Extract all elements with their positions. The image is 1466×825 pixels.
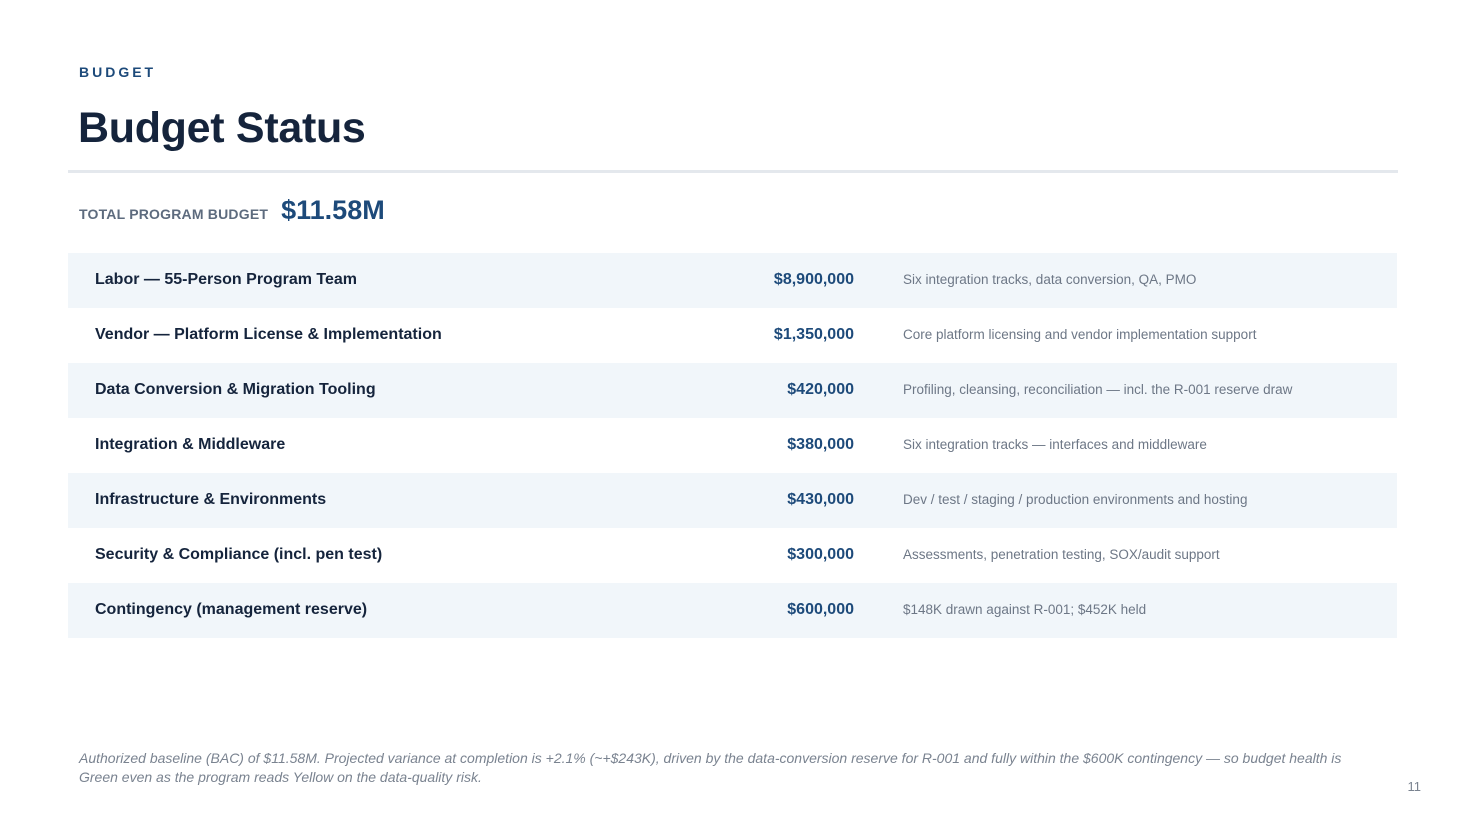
budget-row-vendor xyxy=(68,308,1397,363)
budget-row-note: $148K drawn against R-001; $452K held xyxy=(903,602,1147,617)
budget-row-label: Security & Compliance (incl. pen test) xyxy=(95,546,383,563)
title-divider xyxy=(68,170,1398,173)
total-budget-value: $11.58M xyxy=(281,195,385,225)
budget-row-integration xyxy=(68,418,1397,473)
budget-row-infrastructure xyxy=(68,473,1397,528)
budget-row-amount: $430,000 xyxy=(787,491,854,508)
budget-table xyxy=(68,253,1397,638)
total-budget-label: TOTAL PROGRAM BUDGET xyxy=(79,206,269,222)
budget-row-amount: $1,350,000 xyxy=(773,326,854,343)
budget-row-label: Vendor — Platform License & Implementation xyxy=(95,326,442,343)
budget-row-note: Six integration tracks — interfaces and middleware xyxy=(903,437,1207,452)
section-eyebrow: BUDGET xyxy=(79,64,157,80)
budget-row-note: Dev / test / staging / production environments and hosting xyxy=(903,492,1248,507)
budget-row-amount: $8,900,000 xyxy=(773,271,854,288)
budget-row-labor xyxy=(68,253,1397,308)
budget-row-contingency xyxy=(68,583,1397,638)
total-budget xyxy=(79,195,385,226)
budget-row-note: Core platform licensing and vendor implementation support xyxy=(903,327,1257,342)
budget-row-security xyxy=(68,528,1397,583)
budget-row-label: Infrastructure & Environments xyxy=(95,491,327,508)
budget-row-note: Six integration tracks, data conversion, QA, PMO xyxy=(903,272,1197,287)
page-number: 11 xyxy=(1407,779,1421,794)
page-title: Budget Status xyxy=(78,104,366,152)
budget-row-label: Contingency (management reserve) xyxy=(95,601,368,618)
budget-row-label: Integration & Middleware xyxy=(95,436,286,453)
budget-row-label: Labor — 55-Person Program Team xyxy=(95,271,357,288)
budget-row-note: Profiling, cleansing, reconciliation — incl. the R-001 reserve draw xyxy=(903,382,1293,397)
footnote: Authorized baseline (BAC) of $11.58M. Projected variance at completion is +2.1% (~+$243K), driven by the data-conversion reserve for R-001 and fully within the $600K contingency — so budget health is Green even as the program reads Yellow on the data-quality risk. xyxy=(79,750,1342,785)
budget-row-amount: $600,000 xyxy=(787,601,854,618)
budget-row-amount: $300,000 xyxy=(787,546,854,563)
budget-row-data-conversion xyxy=(68,363,1397,418)
budget-row-note: Assessments, penetration testing, SOX/audit support xyxy=(903,547,1220,562)
budget-row-amount: $380,000 xyxy=(787,436,854,453)
budget-row-label: Data Conversion & Migration Tooling xyxy=(95,381,376,398)
budget-row-amount: $420,000 xyxy=(787,381,854,398)
